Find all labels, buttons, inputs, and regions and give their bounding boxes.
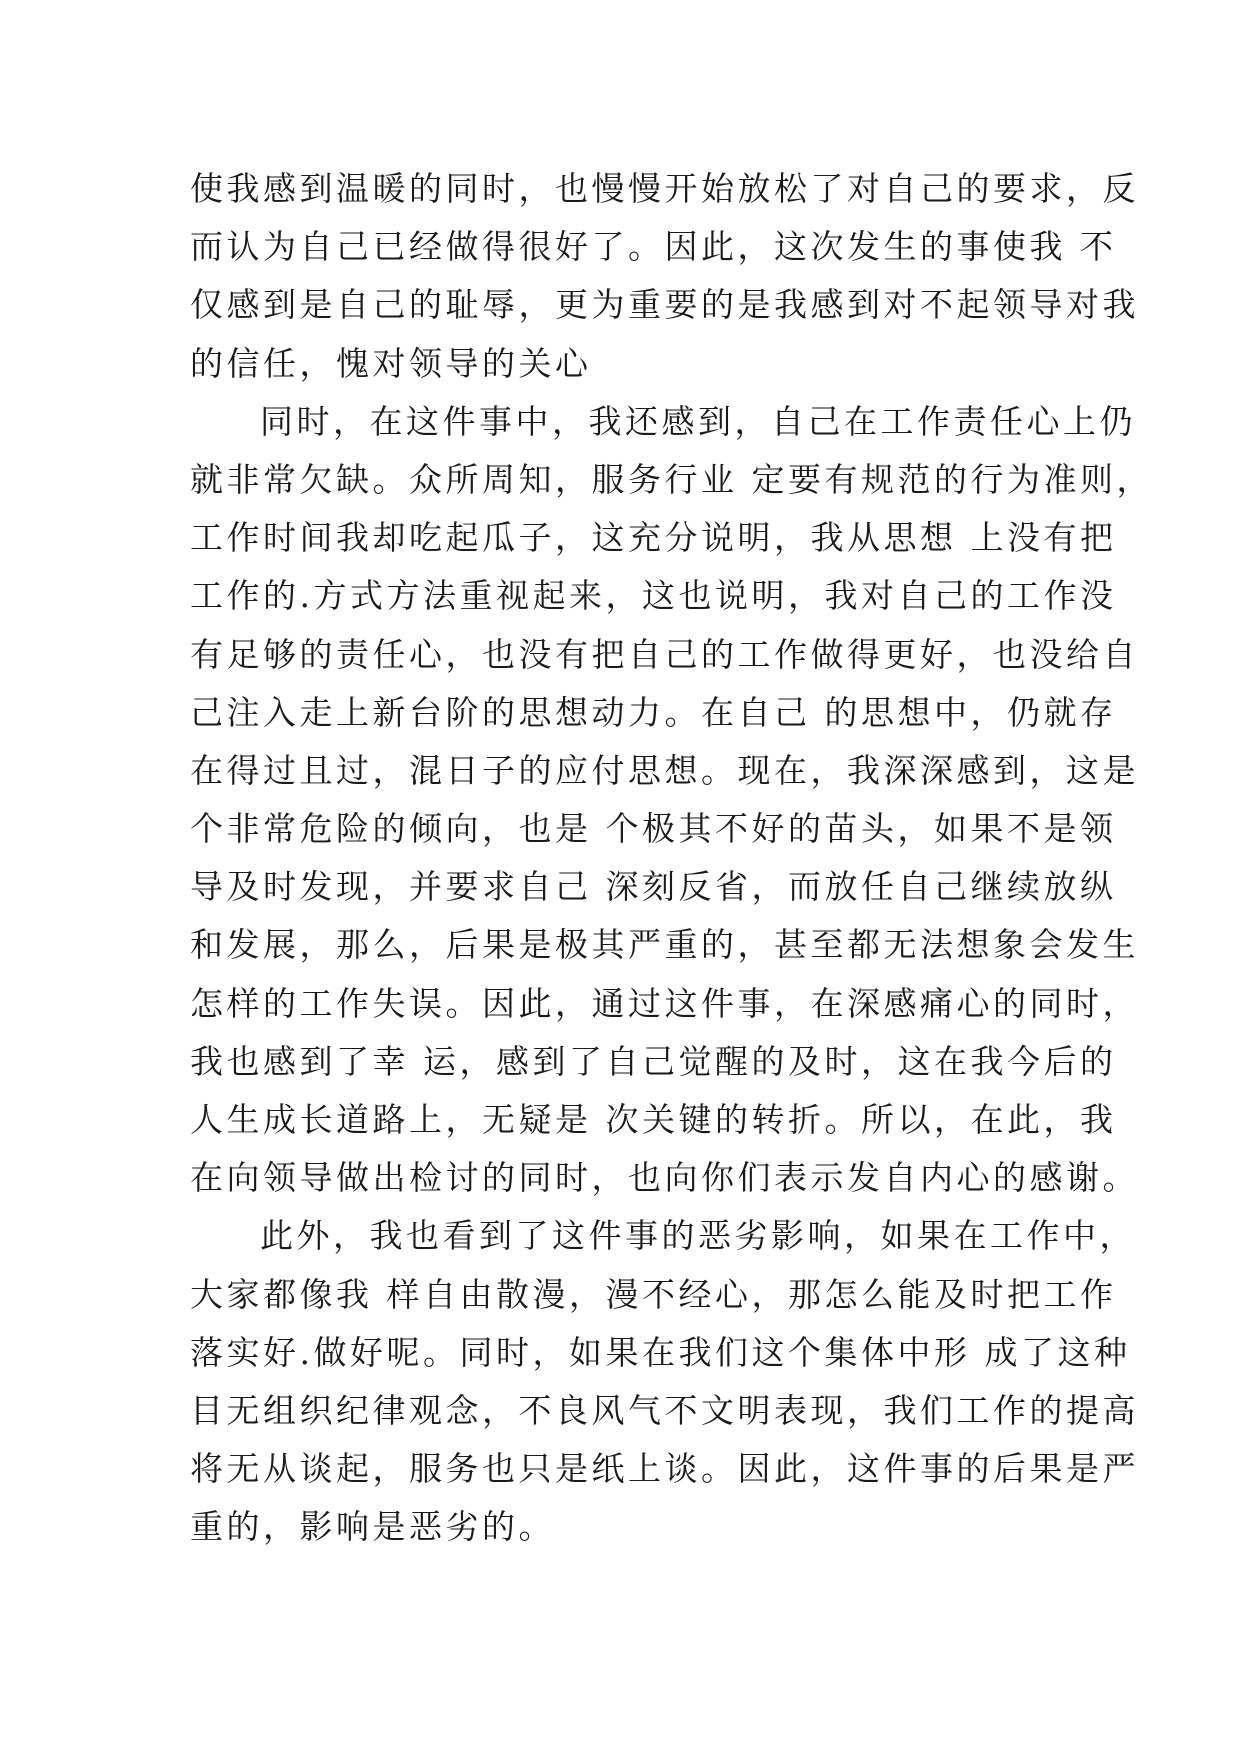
text-line: 个非常危险的倾向，也是 个极其不好的苗头，如果不是领 — [190, 809, 1117, 849]
text-line: 导及时发现，并要求自己 深刻反省，而放任自己继续放纵 — [190, 867, 1117, 907]
text-line: 的信任，愧对领导的关心 — [190, 343, 592, 383]
text-line: 在向领导做出检讨的同时，也向你们表示发自内心的感谢。 — [190, 1158, 1139, 1198]
text-line: 大家都像我 样自由散漫，漫不经心，那怎么能及时把工作 — [190, 1274, 1117, 1314]
text-line: 同时，在这件事中，我还感到，自己在工作责任心上仍 — [260, 401, 1136, 441]
text-line: 在得过且过，混日子的应付思想。现在，我深深感到，这是 — [190, 750, 1139, 790]
text-line: 和发展，那么，后果是极其严重的，甚至都无法想象会发生 — [190, 925, 1139, 965]
paragraph — [190, 393, 1153, 1208]
paragraph — [190, 160, 1139, 393]
text-line: 将无从谈起，服务也只是纸上谈。因此，这件事的后果是严 — [190, 1449, 1139, 1489]
text-line: 落实好.做好呢。同时，如果在我们这个集体中形 成了这种 — [190, 1332, 1131, 1372]
text-line: 工作的.方式方法重视起来，这也说明，我对自己的工作没 — [190, 576, 1117, 616]
text-line: 人生成长道路上，无疑是 次关键的转折。所以，在此，我 — [190, 1100, 1117, 1139]
text-line: 仅感到是自己的耻辱，更为重要的是我感到对不起领导对我 — [190, 285, 1139, 325]
document-body — [190, 160, 1153, 1557]
text-line: 此外，我也看到了这件事的恶劣影响，如果在工作中， — [260, 1216, 1136, 1256]
text-line: 怎样的工作失误。因此，通过这件事，在深感痛心的同时， — [190, 983, 1139, 1023]
text-line: 工作时间我却吃起瓜子，这充分说明，我从思想 上没有把 — [190, 518, 1117, 558]
text-line: 有足够的责任心，也没有把自己的工作做得更好，也没给自 — [190, 634, 1139, 674]
text-line: 重的，影响是恶劣的。 — [190, 1507, 555, 1547]
paragraph — [190, 1207, 1139, 1556]
text-line: 使我感到温暖的同时，也慢慢开始放松了对自己的要求，反 — [190, 169, 1139, 208]
text-line: 目无组织纪律观念，不良风气不文明表现，我们工作的提高 — [190, 1390, 1139, 1430]
text-line: 己注入走上新台阶的思想动力。在自己 的思想中，仍就存 — [190, 692, 1117, 732]
text-line: 而认为自己已经做得很好了。因此，这次发生的事使我 不 — [190, 227, 1117, 267]
text-line: 就非常欠缺。众所周知，服务行业 定要有规范的行为准则， — [190, 459, 1153, 499]
text-line: 我也感到了幸 运，感到了自己觉醒的及时，这在我今后的 — [190, 1041, 1117, 1081]
